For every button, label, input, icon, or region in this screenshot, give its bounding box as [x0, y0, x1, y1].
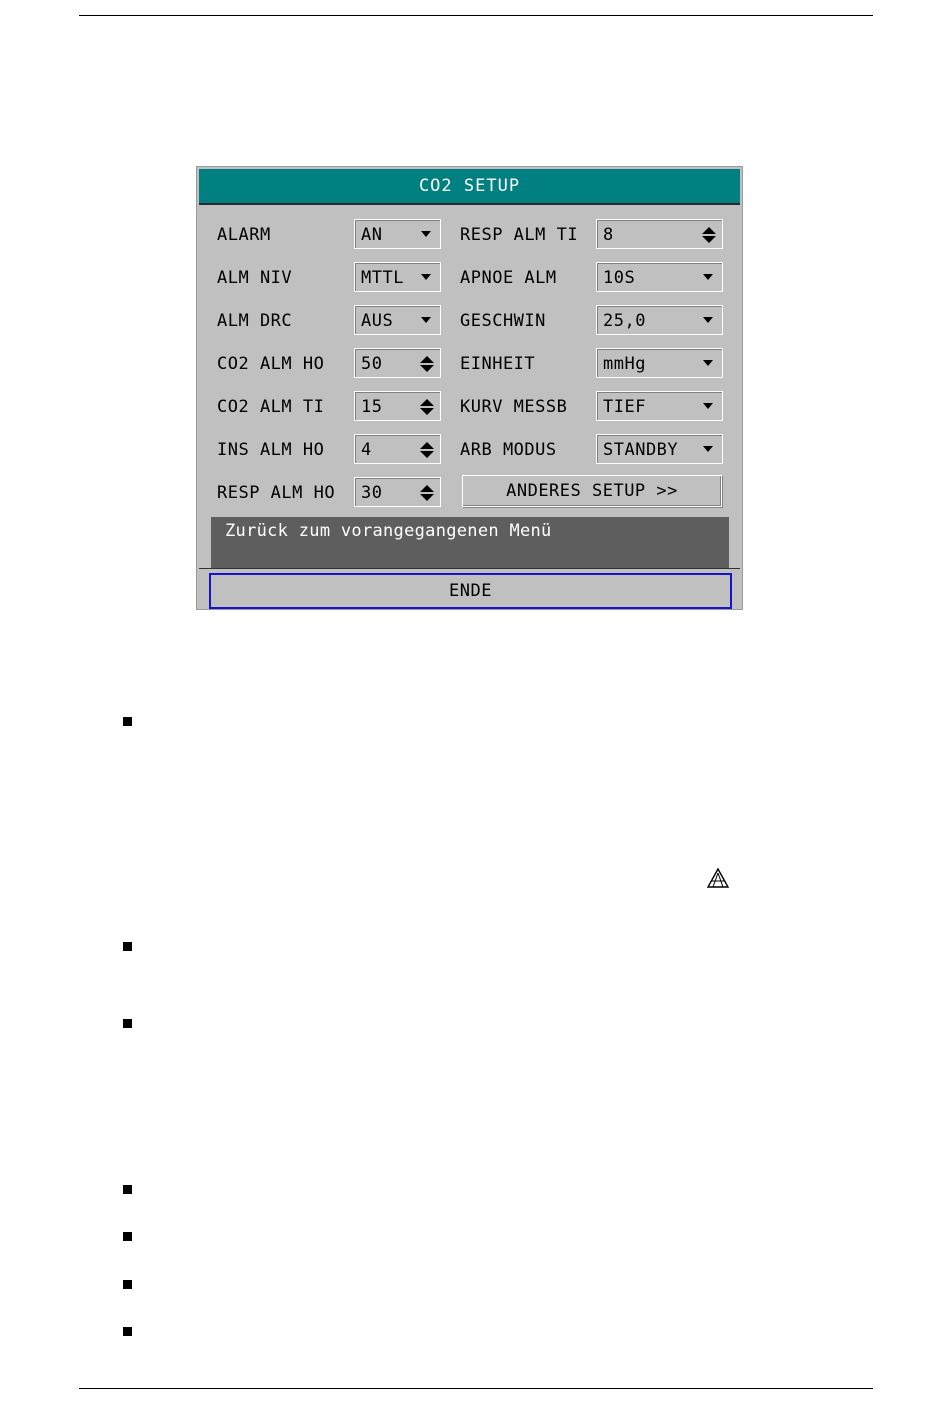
apnoe-alm-value: 10S — [603, 268, 636, 288]
field-label-geschwin: GESCHWIN — [460, 311, 546, 331]
chevron-down-icon — [421, 317, 431, 323]
apnoe-alm-dropdown[interactable] — [596, 262, 723, 292]
ins-alm-ho-value: 4 — [361, 440, 372, 460]
field-label-alm-drc: ALM DRC — [217, 311, 293, 331]
spin-updown-icon — [418, 440, 436, 460]
field-label-apnoe-alm: APNOE ALM — [460, 268, 557, 288]
square-bullet-icon — [123, 1185, 132, 1194]
chevron-down-icon — [703, 317, 713, 323]
dialog-title: CO2 SETUP — [199, 169, 740, 205]
einheit-dropdown[interactable] — [596, 348, 723, 378]
ins-alm-ho-spinner[interactable] — [354, 434, 441, 464]
resp-alm-ti-value: 8 — [603, 225, 614, 245]
geschwin-dropdown[interactable] — [596, 305, 723, 335]
square-bullet-icon — [123, 1327, 132, 1336]
co2-alm-ti-spinner[interactable] — [354, 391, 441, 421]
field-label-co2-alm-ti: CO2 ALM TI — [217, 397, 325, 417]
page-top-rule — [79, 15, 873, 16]
square-bullet-icon — [123, 942, 132, 951]
co2-setup-dialog — [196, 166, 743, 610]
resp-alm-ho-spinner[interactable] — [354, 477, 441, 507]
field-label-co2-alm-ho: CO2 ALM HO — [217, 354, 325, 374]
alm-drc-value: AUS — [361, 311, 394, 331]
spin-updown-icon — [418, 397, 436, 417]
square-bullet-icon — [123, 1232, 132, 1241]
square-bullet-icon — [123, 1280, 132, 1289]
field-label-alarm: ALARM — [217, 225, 271, 245]
square-bullet-icon — [123, 1019, 132, 1028]
field-label-alm-niv: ALM NIV — [217, 268, 293, 288]
alm-drc-dropdown[interactable] — [354, 305, 441, 335]
other-setup-button[interactable]: ANDERES SETUP >> — [462, 475, 722, 507]
chevron-down-icon — [703, 274, 713, 280]
dialog-separator — [199, 568, 740, 569]
kurv-messb-dropdown[interactable] — [596, 391, 723, 421]
field-label-resp-alm-ho: RESP ALM HO — [217, 483, 336, 503]
exit-button[interactable]: ENDE — [209, 573, 732, 609]
co2-alm-ti-value: 15 — [361, 397, 383, 417]
spin-updown-icon — [418, 354, 436, 374]
resp-alm-ti-spinner[interactable] — [596, 219, 723, 249]
field-label-einheit: EINHEIT — [460, 354, 536, 374]
alm-niv-dropdown[interactable] — [354, 262, 441, 292]
arb-modus-value: STANDBY — [603, 440, 679, 460]
geschwin-value: 25,0 — [603, 311, 646, 331]
co2-alm-ho-spinner[interactable] — [354, 348, 441, 378]
alarm-value: AN — [361, 225, 383, 245]
warning-triangle-icon — [706, 867, 730, 889]
square-bullet-icon — [123, 717, 132, 726]
alm-niv-value: MTTL — [361, 268, 404, 288]
field-label-kurv-messb: KURV MESSB — [460, 397, 568, 417]
chevron-down-icon — [703, 360, 713, 366]
field-label-resp-alm-ti: RESP ALM TI — [460, 225, 579, 245]
page-bottom-rule — [79, 1388, 873, 1389]
kurv-messb-value: TIEF — [603, 397, 646, 417]
field-label-ins-alm-ho: INS ALM HO — [217, 440, 325, 460]
help-text-box — [211, 517, 729, 569]
spin-updown-icon — [700, 225, 718, 245]
alarm-dropdown[interactable] — [354, 219, 441, 249]
field-label-arb-modus: ARB MODUS — [460, 440, 557, 460]
chevron-down-icon — [703, 403, 713, 409]
chevron-down-icon — [421, 231, 431, 237]
chevron-down-icon — [703, 446, 713, 452]
chevron-down-icon — [421, 274, 431, 280]
arb-modus-dropdown[interactable] — [596, 434, 723, 464]
co2-alm-ho-value: 50 — [361, 354, 383, 374]
spin-updown-icon — [418, 483, 436, 503]
einheit-value: mmHg — [603, 354, 646, 374]
resp-alm-ho-value: 30 — [361, 483, 383, 503]
help-text: Zurück zum vorangegangenen Menü — [225, 521, 552, 541]
